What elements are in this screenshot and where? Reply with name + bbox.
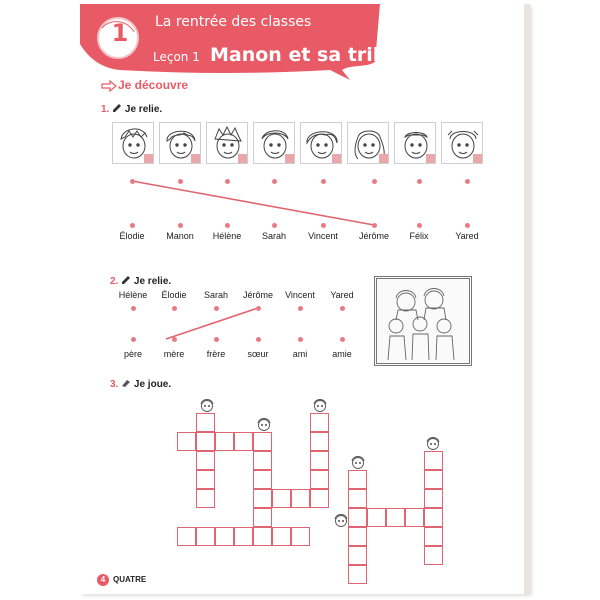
name-dot-5[interactable] [321, 223, 326, 228]
ex2-relation-3: frère [206, 349, 226, 359]
ex2-relation-6: amie [332, 349, 352, 359]
name-dot-7[interactable] [417, 223, 422, 228]
crossword-cell[interactable] [234, 527, 253, 546]
crossword-cell[interactable] [253, 470, 272, 489]
mini-face-icon-4 [350, 454, 366, 470]
crossword-cell[interactable] [196, 489, 215, 508]
crossword-cell[interactable] [291, 489, 310, 508]
family-portrait-icon [378, 280, 468, 362]
ex2-name-1: Hélène [118, 290, 148, 300]
crossword-cell[interactable] [272, 489, 291, 508]
face-dot-6[interactable] [372, 179, 377, 184]
crossword-cell[interactable] [310, 470, 329, 489]
ex2-relation-dot-2[interactable] [172, 337, 177, 342]
crossword-cell[interactable] [196, 413, 215, 432]
crossword-cell[interactable] [367, 508, 386, 527]
pencil-icon [121, 275, 131, 285]
crossword-cell[interactable] [424, 451, 443, 470]
ex2-relation-5: ami [292, 349, 308, 359]
name-dot-1[interactable] [130, 223, 135, 228]
crossword-cell[interactable] [253, 432, 272, 451]
crossword-cell[interactable] [348, 527, 367, 546]
crossword-cell[interactable] [177, 432, 196, 451]
page-number: 4 [97, 574, 109, 586]
lesson-label: Leçon 1 [153, 50, 200, 64]
crossword-cell[interactable] [253, 508, 272, 527]
exercise-1-instruction: Je relie. [124, 104, 163, 115]
ex1-name-2: Manon [166, 231, 194, 241]
ex1-name-7: Félix [409, 231, 429, 241]
crossword-cell[interactable] [272, 527, 291, 546]
exercise-1-number: 1. [101, 104, 110, 115]
crossword-cell[interactable] [424, 508, 443, 527]
ex2-relation-dot-1[interactable] [131, 337, 136, 342]
crossword-cell[interactable] [424, 489, 443, 508]
ex2-name-dot-4[interactable] [256, 306, 261, 311]
face-dot-8[interactable] [465, 179, 470, 184]
crossword-cell[interactable] [424, 546, 443, 565]
page-word: QUATRE [113, 575, 147, 584]
crossword-cell[interactable] [405, 508, 424, 527]
crossword-cell[interactable] [348, 470, 367, 489]
mini-face-icon-5 [425, 435, 441, 451]
crossword-cell[interactable] [424, 527, 443, 546]
crossword-cell[interactable] [310, 451, 329, 470]
crossword-cell[interactable] [386, 508, 405, 527]
crossword-cell[interactable] [234, 432, 253, 451]
face-dot-5[interactable] [321, 179, 326, 184]
family-portrait-frame [374, 276, 472, 366]
ex2-name-5: Vincent [285, 290, 315, 300]
crossword-cell[interactable] [177, 527, 196, 546]
crossword-cell[interactable] [215, 432, 234, 451]
crossword-cell[interactable] [348, 508, 367, 527]
lesson-title: Manon et sa tribu [210, 44, 400, 66]
name-dot-3[interactable] [225, 223, 230, 228]
name-dot-8[interactable] [465, 223, 470, 228]
exercise-3-heading [110, 378, 171, 390]
mini-face-icon-1 [199, 397, 215, 413]
ex1-name-8: Yared [455, 231, 479, 241]
crossword-cell[interactable] [310, 489, 329, 508]
ex1-name-1: Élodie [119, 231, 145, 241]
unit-number: 1 [111, 19, 129, 47]
ex2-name-4: Jérôme [242, 290, 273, 300]
crossword-cell[interactable] [310, 432, 329, 451]
ex2-name-3: Sarah [203, 290, 229, 300]
ex2-relation-dot-5[interactable] [298, 337, 303, 342]
ex1-name-5: Vincent [308, 231, 338, 241]
exercise-2-number: 2. [110, 276, 119, 287]
ex2-name-dot-6[interactable] [340, 306, 345, 311]
crossword-cell[interactable] [196, 432, 215, 451]
ex2-relation-4: sœur [247, 349, 269, 359]
name-dot-4[interactable] [272, 223, 277, 228]
ex2-name-dot-3[interactable] [214, 306, 219, 311]
face-dot-4[interactable] [272, 179, 277, 184]
exercise-3-number: 3. [110, 379, 119, 390]
crossword-cell[interactable] [424, 470, 443, 489]
crossword-cell[interactable] [196, 527, 215, 546]
face-dot-1[interactable] [130, 179, 135, 184]
crossword-cell[interactable] [348, 489, 367, 508]
crossword-cell[interactable] [348, 546, 367, 565]
ex2-name-dot-1[interactable] [131, 306, 136, 311]
crossword-cell[interactable] [291, 527, 310, 546]
ex2-relation-2: mère [163, 349, 185, 359]
ex2-relation-1: père [123, 349, 142, 359]
name-dot-6[interactable] [372, 223, 377, 228]
face-dot-3[interactable] [225, 179, 230, 184]
section-title: Je découvre [118, 78, 189, 92]
crayon-icon [121, 378, 131, 388]
crossword-cell[interactable] [310, 413, 329, 432]
exercise-3-instruction: Je joue. [133, 379, 172, 390]
exercise-2-heading [110, 275, 171, 287]
ex2-relation-dot-6[interactable] [340, 337, 345, 342]
ex2-relation-dot-4[interactable] [256, 337, 261, 342]
name-dot-2[interactable] [178, 223, 183, 228]
crossword-cell[interactable] [253, 527, 272, 546]
ex2-relation-dot-3[interactable] [214, 337, 219, 342]
ex1-name-3: Hélène [212, 231, 242, 241]
crossword-cell[interactable] [348, 565, 367, 584]
mini-face-icon-3 [312, 397, 328, 413]
exercise-2-instruction: Je relie. [133, 276, 172, 287]
crossword-cell[interactable] [253, 451, 272, 470]
ex2-name-dot-5[interactable] [298, 306, 303, 311]
ex1-name-4: Sarah [261, 231, 287, 241]
crossword-cell[interactable] [196, 451, 215, 470]
crossword-cell[interactable] [215, 527, 234, 546]
mini-face-icon-6 [333, 512, 349, 528]
ex2-name-dot-2[interactable] [172, 306, 177, 311]
face-dot-2[interactable] [178, 179, 183, 184]
unit-title: La rentrée des classes [155, 14, 312, 30]
mini-face-icon-2 [256, 416, 272, 432]
ex2-name-6: Yared [330, 290, 354, 300]
ex1-name-6: Jérôme [358, 231, 389, 241]
crossword-cell[interactable] [253, 489, 272, 508]
ex2-name-2: Élodie [161, 290, 187, 300]
face-dot-7[interactable] [417, 179, 422, 184]
crossword-cell[interactable] [196, 470, 215, 489]
